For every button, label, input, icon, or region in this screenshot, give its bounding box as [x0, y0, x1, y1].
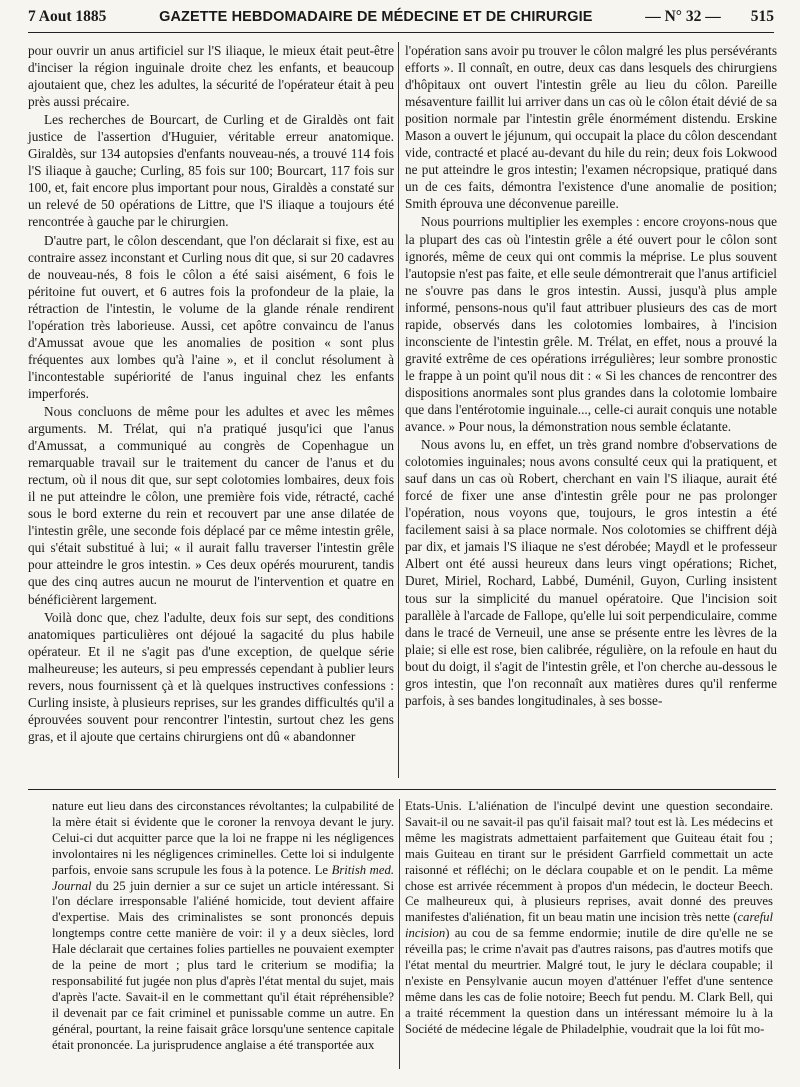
page-number: 515 — [750, 8, 774, 25]
paragraph: Nous concluons de même pour les adultes et avec les mêmes arguments. M. Trélat, qui n'a pratiqué jusqu'ici que l'anus d'Amussat, a communiqué au congrès de Copenhague un remarquable travail sur le traitement du cancer de l'anus et du rectum, où il nous dit que, sur sept colotomies lombaires, deux fois il ne put atteindre le côlon, une première fois vide, rétracté, caché sous le bord externe du rein et recouvert par une anse dilatée de l'intestin grêle, une seconde fois déplacé par ce même intestin grêle, qui s'était substitué à lui; « il aurait fallu traverser l'intestin grêle pour atteindre le gros intestin. » Ces deux opérés moururent, tandis que des cinq autres aucun ne mourut de l'intervention et quatre en bénéficièrent largement. — [28, 403, 394, 607]
lower-right-column — [405, 799, 773, 1038]
column-divider — [399, 799, 400, 1069]
lower-left-column — [52, 799, 394, 1054]
text-run: du 25 juin dernier a sur ce sujet un article intéressant. Si l'on déclare irresponsable l'aliéné homicide, tout devient affaire d'expertise. Mais des criminalistes se sont prononcés depuis longtemps contre cette manière de voir: il y a deux siècles, lord Hale déclarait que certaines folies partielles ne pouvaient exempter de la peine de mort ; plus tard le criterium se modifia; la responsabilité fut jugée non plus d'après l'état mental du sujet, mais d'après l'acte. Savait-il en le commettant qu'il était répréhensible? il devenait par ce fait criminel et punissable comme un autre. En général, pourtant, la reine faisait grâce lorsqu'une sentence capitale était prononcée. La jurisprudence anglaise a été transportée aux — [52, 878, 394, 1052]
paragraph: D'autre part, le côlon descendant, que l'on déclarait si fixe, est au contraire assez inconstant et Curling nous dit que, si sur 20 cadavres de nouveau-nés, 8 fois le côlon a été saisi aisément, 6 fois le péritoine fut ouvert, et 6 autres fois la profondeur de la plaie, la rétraction de l'intestin, le volume de la glande rénale rendirent l'opération très laborieuse. Aussi, cet apôtre convaincu de l'anus d'Amussat avoue que les anomalies de position « sont plus fréquentes aux lombes qu'à l'aine », et il conclut résolument à l'incontestable supériorité de l'anus inguinal chez les enfants imperforés. — [28, 232, 394, 401]
paragraph: l'opération sans avoir pu trouver le côlon malgré les plus persévérants efforts ». Il connaît, en outre, deux cas dans lesquels des chirurgiens d'hôpitaux ont ouvert l'intestin grêle au lieu du côlon. Pareille mésaventure faillit lui arriver dans un cas où le côlon était dévié de sa position normale par l'intestin grêle énormément distendu. Erskine Mason a ouvert le jéjunum, qui occupait la place du côlon descendant vide, contracté et placé au-devant du hile du rein; deux fois Lokwood ne put atteindre le gros intestin; l'examen nécropsique, pratiqué dans un de ces faits, démontra l'existence d'une anomalie de position; Smith éprouva une déconvenue pareille. — [405, 43, 777, 212]
issue-number: — N° 32 — — [645, 8, 721, 25]
header-date: 7 Aout 1885 — [28, 8, 107, 25]
page-header — [28, 8, 774, 33]
text-run: Etats-Unis. L'aliénation de l'inculpé devint une question secondaire. Savait-il ou ne savait-il pas qu'il faisait mal? tout est là. Les médecins et même les magistrats admettaient parfaitement que Guiteau était fou ; mais Guiteau en tirant sur le président Garrfield commettait un acte raisonné et réfléchi; on le déclara coupable et on le pendit. La même chose est arrivée récemment à propos d'un médecin, le docteur Beech. Ce malheureux qui, à plusieurs reprises, avait donné des preuves manifestes d'aliénation, fit un beau matin une incision très nette ( — [405, 799, 773, 925]
text-run: nature eut lieu dans des circonstances révoltantes; la culpabilité de la mère était si évidente que le coroner la renvoya devant le jury. Celui-ci dut acquitter parce que la loi ne frappe ni les négligences involontaires ni les négligences criminelles. Cette loi si indulgente parfois, envoie sans scrupule les fous à la potence. Le — [52, 799, 394, 877]
paragraph — [405, 799, 773, 1038]
paragraph: pour ouvrir un anus artificiel sur l'S iliaque, le mieux était peut-être d'inciser la région inguinale droite chez les enfants, et beaucoup ajoutaient que, chez les adultes, la sécurité de l'opérateur était à peu près aussi précaire. — [28, 43, 394, 110]
upper-left-column — [28, 42, 394, 745]
paragraph: Nous avons lu, en effet, un très grand nombre d'observations de colotomies inguinales; nous avons consulté ceux qui la pratiquent, et sauf dans un cas où Robert, cherchant en vain l'S iliaque, aurait été forcé de fixer une anse d'intestin grêle pour ne pas prolonger l'opération, nous voyons que, toujours, le gros intestin a été facilement saisi à sa place normale. Nos colotomies se chiffrent déjà par dix, et jamais l'S iliaque ne s'est dérobée; Maydl et le professeur Albert ont été aussi heureux dans leurs vingt opérations; Richet, Duret, Miriel, Rochard, Labbé, Duménil, Guyon, Curling insistent tous sur la simplicité du manuel opératoire. Que l'incision soit parallèle à l'arcade de Fallope, qu'elle lui soit perpendiculaire, comme dans le tracé de Verneuil, une anse se présente entre les lèvres de la plaie; si elle est rose, bien calibrée, régulière, on la refoule en haut du bout du doigt, il s'agit de l'intestin grêle, et l'on cherche au-dessous le gros intestin, que l'on reconnaît aux matières dures qu'il renferme parfois, à ses bandes longitudinales, à ses bosse- — [405, 437, 777, 708]
section-divider — [28, 789, 776, 790]
paragraph: Nous pourrions multiplier les exemples : encore croyons-nous que la plupart des cas où l'intestin grêle a été ouvert pour le côlon sont ignorés, même de ceux qui ont commis la méprise. Le plus souvent l'autopsie n'est pas faite, et elle seule démontrerait que l'anus artificiel ne s'ouvre pas dans le gros intestin. Aussi, jusqu'à plus ample informé, pensons-nous qu'il faut attribuer plusieurs des cas de mort rapide, observés dans les colotomies lombaires, à l'incision inconsciente de l'intestin grêle. M. Trélat, en effet, nous a prouvé la gravité extrême de ces opérations irrégulières; leur sombre pronostic le frappe à un point qu'il nous dit : « Si les chances de rencontrer des dispositions anormales sont plus grandes dans la colotomie lombaire que dans l'entérotomie inguinale..., celle-ci aurait conquis une notable avance. » Pour nous, la démonstration nous semble éclatante. — [405, 214, 777, 435]
italic-phrase: careful incision — [405, 910, 773, 941]
journal-name: British med. Journal — [52, 862, 394, 893]
paragraph — [52, 799, 394, 1054]
upper-right-column — [405, 42, 777, 709]
header-right — [645, 8, 774, 26]
journal-title: GAZETTE HEBDOMADAIRE DE MÉDECINE ET DE CHIRURGIE — [159, 9, 593, 25]
column-divider — [398, 42, 399, 778]
paragraph: Voilà donc que, chez l'adulte, deux fois sur sept, des conditions anatomiques particulières ont déjoué la sagacité du plus habile opérateur. Et il ne s'agit pas d'une exception, de quelque série malheureuse; les auteurs, si peu empressés cependant à publier leurs revers, nous fournissent çà et là quelques instructives confessions : Curling insiste, à plusieurs reprises, sur les grandes difficultés qu'il a éprouvées souvent pour rencontrer l'intestin, surtout chez les gens gras, et il ajoute que certains chirurgiens ont dû « abandonner — [28, 609, 394, 744]
paragraph: Les recherches de Bourcart, de Curling et de Giraldès ont fait justice de l'assertion d'Huguier, véritable erreur anatomique. Giraldès, sur 134 autopsies d'enfants nouveau-nés, a trouvé 114 fois l'S iliaque à gauche; Curling, 85 fois sur 100; Bourcart, 117 fois sur 100, et, fait encore plus important pour nous, Giraldès a constaté sur un relevé de 50 opérations de Littre, que l'S iliaque a toujours été rencontrée à gauche par le chirurgien. — [28, 112, 394, 230]
text-run: ) au cou de sa femme endormie; inutile de dire qu'elle ne se réveilla pas; le crime n'avait pas d'autres raisons, pas d'autres motifs que l'état mental du meurtrier. Malgré tout, le jury le déclara coupable; il n'existe en Pensylvanie aucun moyen d'atténuer l'effet d'une sentence même dans les cas de folie notoire; Beech fut pendu. M. Clark Bell, qui a traité récemment la question dans un intéressant mémoire lu à la Société de médecine légale de Philadelphie, voudrait que la loi fût mo- — [405, 926, 773, 1036]
